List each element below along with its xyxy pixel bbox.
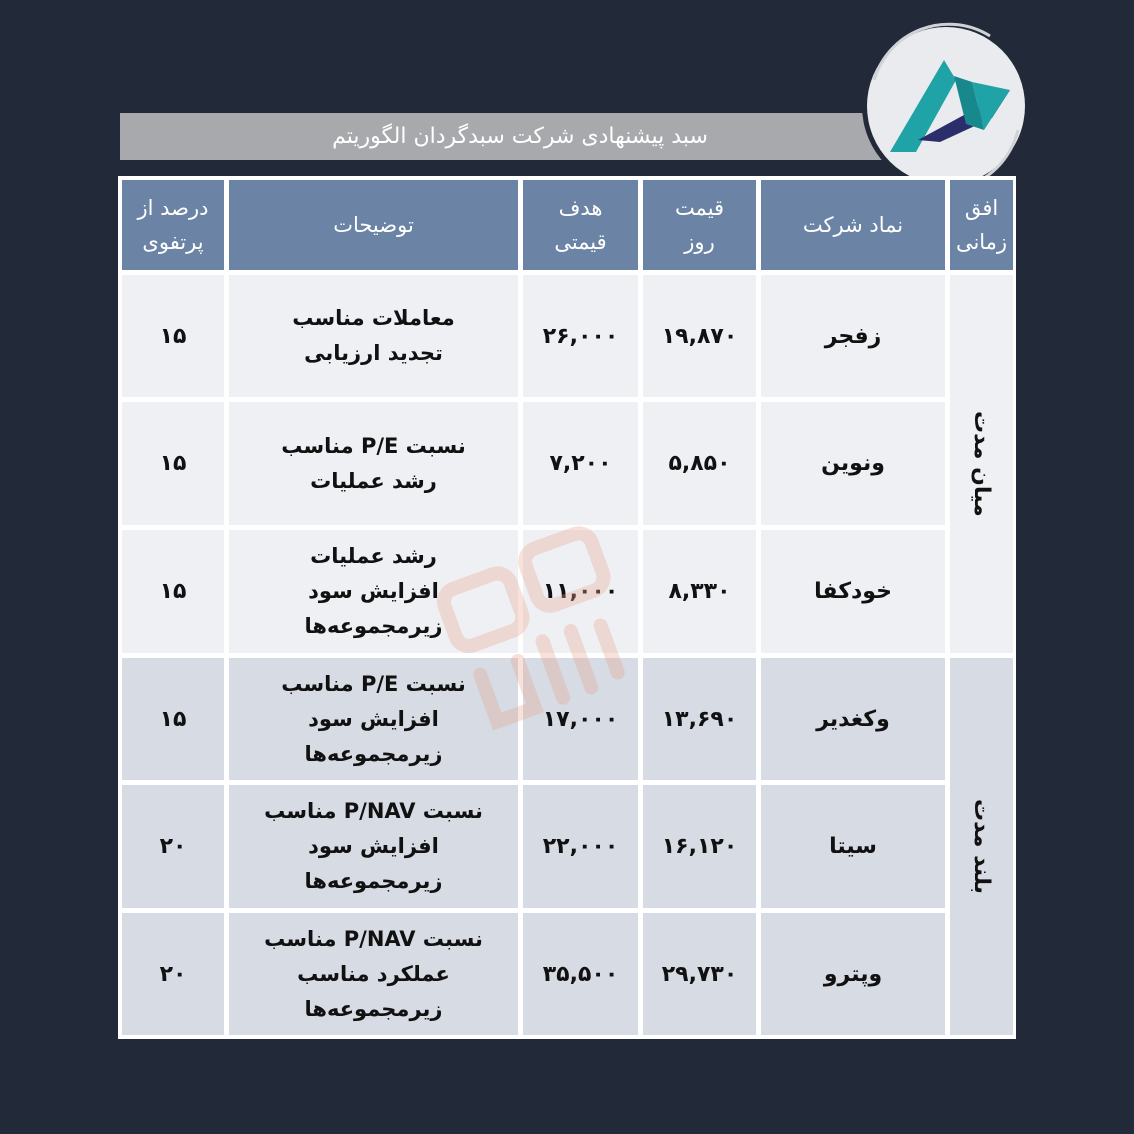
row-1-target: ۲۶,۰۰۰: [542, 323, 619, 349]
portfolio-table: [118, 176, 1016, 1039]
row-5-symbol: سیتا: [829, 834, 877, 859]
table-row-6-price: [643, 913, 756, 1035]
horizon-long-label: بلند مدت: [969, 798, 994, 895]
row-1-price: ۱۹,۸۷۰: [661, 323, 738, 349]
row-4-price: ۱۳,۶۹۰: [661, 706, 738, 732]
table-row-6-target: [523, 913, 638, 1035]
row-2-price: ۵,۸۵۰: [668, 451, 731, 476]
table-row-4-notes: [229, 658, 518, 780]
row-5-weight: ۲۰: [159, 834, 187, 859]
header-target: [523, 180, 638, 270]
row-2-note-2: رشد عملیات: [310, 468, 437, 493]
horizon-mid-term: [950, 275, 1013, 653]
row-3-price: ۸,۳۳۰: [668, 579, 731, 604]
header-weight: [122, 180, 224, 270]
table-row-6-notes: [229, 913, 518, 1035]
row-5-note-2: افزایش سود: [308, 834, 439, 858]
row-3-note-1: رشد عملیات: [310, 544, 437, 568]
report-title-bar: [120, 113, 920, 160]
row-5-note-1: نسبت P/NAV مناسب: [264, 799, 483, 823]
table-row-4-weight: [122, 658, 224, 780]
row-2-target: ۷,۲۰۰: [549, 451, 612, 476]
header-weight-line1: درصد از: [137, 196, 209, 220]
row-3-note-2: افزایش سود: [308, 579, 439, 603]
header-symbol: [761, 180, 945, 270]
header-symbol-label: نماد شرکت: [802, 213, 904, 237]
row-6-target: ۳۵,۵۰۰: [542, 961, 619, 987]
horizon-mid-label: میان مدت: [969, 411, 994, 517]
table-row-3-target: [523, 530, 638, 653]
row-6-note-3: زیرمجموعه‌ها: [304, 996, 443, 1021]
row-4-target: ۱۷,۰۰۰: [542, 706, 619, 732]
row-3-target: ۱۱,۰۰۰: [542, 579, 619, 604]
table-row-2-weight: [122, 402, 224, 525]
header-price: [643, 180, 756, 270]
row-6-price: ۲۹,۷۳۰: [661, 961, 738, 987]
row-6-note-1: نسبت P/NAV مناسب: [264, 926, 483, 951]
table-row-2-price: [643, 402, 756, 525]
row-6-symbol: وپترو: [823, 961, 883, 987]
table-row-1-target: [523, 275, 638, 397]
table-row-5-target: [523, 785, 638, 908]
table-row-3-weight: [122, 530, 224, 653]
algorithm-logo: [860, 20, 1032, 192]
table-row-5-price: [643, 785, 756, 908]
table-row-5-weight: [122, 785, 224, 908]
table-row-6-weight: [122, 913, 224, 1035]
row-6-weight: ۲۰: [159, 961, 187, 987]
row-1-weight: ۱۵: [159, 323, 187, 349]
table-row-1-symbol: [761, 275, 945, 397]
row-4-note-1: نسبت P/E مناسب: [281, 671, 466, 696]
row-3-note-3: زیرمجموعه‌ها: [304, 614, 443, 638]
row-1-symbol: زفجر: [824, 323, 882, 349]
table-row-3-notes: [229, 530, 518, 653]
row-5-note-3: زیرمجموعه‌ها: [304, 869, 443, 893]
table-row-3-price: [643, 530, 756, 653]
row-3-weight: ۱۵: [159, 579, 187, 604]
header-horizon-line1: افق: [964, 196, 999, 220]
table-row-6-symbol: [761, 913, 945, 1035]
table-row-4-target: [523, 658, 638, 780]
header-weight-line2: پرتفوی: [142, 230, 204, 254]
row-3-symbol: خودکفا: [814, 579, 892, 604]
header-notes-label: توضیحات: [333, 213, 414, 237]
header-target-line2: قیمتی: [554, 230, 607, 254]
row-2-weight: ۱۵: [159, 451, 187, 476]
row-4-note-2: افزایش سود: [308, 706, 439, 731]
row-4-note-3: زیرمجموعه‌ها: [304, 741, 443, 766]
horizon-long-term: [950, 658, 1013, 1035]
row-2-note-1: نسبت P/E مناسب: [281, 433, 466, 458]
table-row-1-notes: [229, 275, 518, 397]
table-row-2-notes: [229, 402, 518, 525]
row-2-symbol: ونوین: [821, 451, 885, 476]
header-notes: [229, 180, 518, 270]
row-5-price: ۱۶,۱۲۰: [661, 834, 738, 859]
header-target-line1: هدف: [558, 196, 603, 220]
table-row-5-symbol: [761, 785, 945, 908]
report-title: سبد پیشنهادی شرکت سبدگردان الگوریتم: [332, 124, 708, 149]
header-horizon-line2: زمانی: [955, 230, 1008, 254]
algorithm-logo-icon: [860, 20, 1032, 192]
table-row-3-symbol: [761, 530, 945, 653]
table-row-4-symbol: [761, 658, 945, 780]
header-horizon: [950, 180, 1013, 270]
table-row-1-weight: [122, 275, 224, 397]
table-row-2-target: [523, 402, 638, 525]
row-1-note-2: تجدید ارزیابی: [304, 341, 443, 365]
table-row-1-price: [643, 275, 756, 397]
header-price-line1: قیمت: [674, 196, 725, 220]
header-price-line2: روز: [684, 230, 715, 254]
row-4-weight: ۱۵: [159, 706, 187, 732]
row-4-symbol: وکغدیر: [816, 706, 890, 732]
row-6-note-2: عملکرد مناسب: [297, 961, 450, 986]
row-1-note-1: معاملات مناسب: [292, 306, 455, 330]
table-row-5-notes: [229, 785, 518, 908]
row-5-target: ۲۲,۰۰۰: [542, 834, 619, 859]
table-row-4-price: [643, 658, 756, 780]
table-row-2-symbol: [761, 402, 945, 525]
